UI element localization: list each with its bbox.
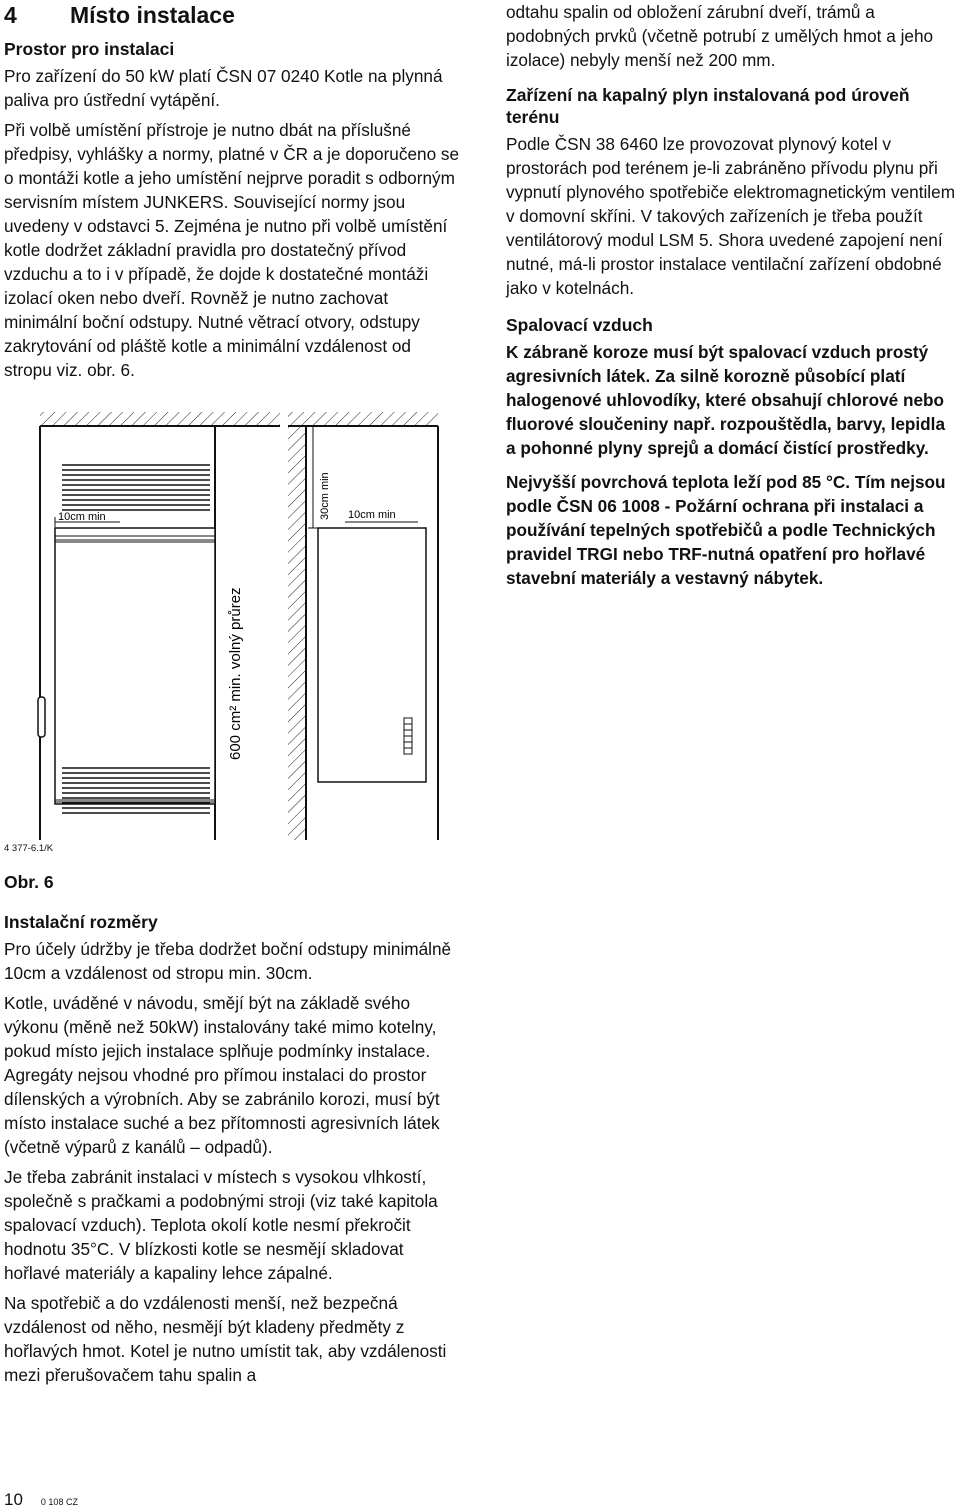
paragraph-outside-boiler-room: Kotle, uváděné v návodu, smějí být na základě svého výkonu (měně než 50kW) instalovány také mimo kotelny, pokud místo jejich instalace splňuje podmínky instalace. Agregáty nejsou vhodné pro přímou instalaci do prostor dílenských a výrobních. Aby se zabránilo korozi, musí být místo instalace suché a bez přítomnosti agresivních látek (včetně výparů z kanálů – odpadů). (4, 993, 440, 1157)
paragraph-placement-rules: Při volbě umístění přístroje je nutno dbát na příslušné předpisy, vyhlášky a normy, platné v ČR a je doporučeno se o montáži kotle a jeho umístění nejprve poradit s odborným servisním místem JUNKERS. Související normy jsou uvedeny v odstavci 5. Zejména je nutno při volbě umístění kotle dodržet základní pravidla pro dostatečný přívod vzduchu a to i v případě, že dojde k dostatečné montáži izolací oken nebo dveří. Rovněž je nutno zachovat minimální boční odstupy. Nutné větrací otvory, odstupy zakrytování od pláště kotle a minimální vzdálenost od stropu viz. obr. 6. (4, 120, 460, 380)
installation-diagram (0, 410, 470, 860)
paragraph-flue-distance: odtahu spalin od obložení zárubní dveří, trámů a podobných prvků (včetně potrubí z umělých hmot a jeho izolace) nebyly menší než 200 mm. (506, 2, 934, 70)
boiler-front-view (38, 528, 215, 804)
paragraph-clearances: Pro účely údržby je třeba dodržet boční odstupy minimálně 10cm a vzdálenost od stropu min. 30cm. (4, 939, 452, 983)
boiler-side-view (318, 528, 426, 782)
right-gap-dimension (345, 509, 418, 522)
right-column (506, 0, 958, 596)
chapter-title (4, 0, 462, 31)
left-column (4, 0, 462, 388)
left-gap-label: 10cm min (58, 511, 106, 523)
chapter-name: Místo instalace (70, 2, 235, 28)
left-gap-dimension (55, 511, 120, 527)
paragraph-corrosion: K zábraně koroze musí být spalovací vzduch prostý agresivních látek. Za silně korozně působící platí halogenové uhlovodíky, které obsahují chlorové nebo fluorové sloučeniny např. rozpouštědla, barvy, lepidla a pohonné plyny sprejů a domácí čistící prostředky. (506, 342, 946, 458)
chapter-number: 4 (4, 2, 17, 28)
paragraph-surface-temperature: Nejvyšší povrchová teplota leží pod 85 °C. Tím nejsou podle ČSN 06 1008 - Požární ochrana při instalaci a používání tepelných spotřebičů a podle Technických pravidel TRGI nebo TRF-nutná opatření pro hořlavé stavební materiály a vestavný nábytek. (506, 472, 946, 588)
section-heading-installation-dimensions: Instalační rozměry (4, 912, 158, 932)
right-gap-label: 10cm min (348, 509, 396, 521)
page-number: 10 (4, 1490, 23, 1509)
page-footer (4, 1490, 78, 1510)
installation-dimensions-section (4, 904, 462, 1393)
paragraph-standard: Pro zařízení do 50 kW platí ČSN 07 0240 Kotle na plynná paliva pro ústřední vytápění. (4, 66, 443, 110)
top-vent-louvers (62, 465, 210, 510)
document-code: 0 108 CZ (40, 1497, 78, 1507)
paragraph-lpg-rules: Podle ČSN 38 6460 lze provozovat plynový kotel v prostorách pod terénem je-li zabráněno přívodu plynu při vypnutí plynového spotřebiče elektromagnetickým ventilem v domovní skříni. V takových zařízeních je třeba použít ventilátorový modul LSM 5. Shora uvedené zapojení není nutné, má-li prostor instalace ventilační zařízení obdobné jako v kotelnách. (506, 134, 956, 298)
ceiling-gap-label: 30cm min (319, 472, 331, 520)
figure-caption: Obr. 6 (4, 872, 54, 892)
vent-area-label: 600 cm² min. volný průrez (227, 587, 244, 760)
section-heading-combustion-air: Spalovací vzduch (506, 315, 653, 335)
figure-code: 4 377-6.1/K (4, 843, 54, 854)
paragraph-safe-distance: Na spotřebič a do vzdálenosti menší, než bezpečná vzdálenost od něho, nesmějí být kladeny předměty z hořlavých hmot. Kotel je nutno umístit tak, aby vzdálenosti mezi přerušovačem tahu spalin a (4, 1293, 447, 1385)
ceiling-gap-dimension (308, 426, 331, 528)
left-ceiling (40, 412, 280, 426)
section-heading-lpg-below-ground: Zařízení na kapalný plyn instalovaná pod úroveň terénu (506, 85, 910, 127)
section-heading-installation-space: Prostor pro instalaci (4, 39, 175, 59)
installation-diagram-svg (0, 410, 470, 860)
paragraph-humidity: Je třeba zabránit instalaci v místech s vysokou vlhkostí, společně s pračkami a podobnými stroji (viz také kapitola spalovací vzduch). Teplota okolí kotle nesmí překročit hodnotu 35°C. V blízkosti kotle se nesmějí skladovat hořlavé materiály a kapaliny lehce zápalné. (4, 1167, 438, 1283)
